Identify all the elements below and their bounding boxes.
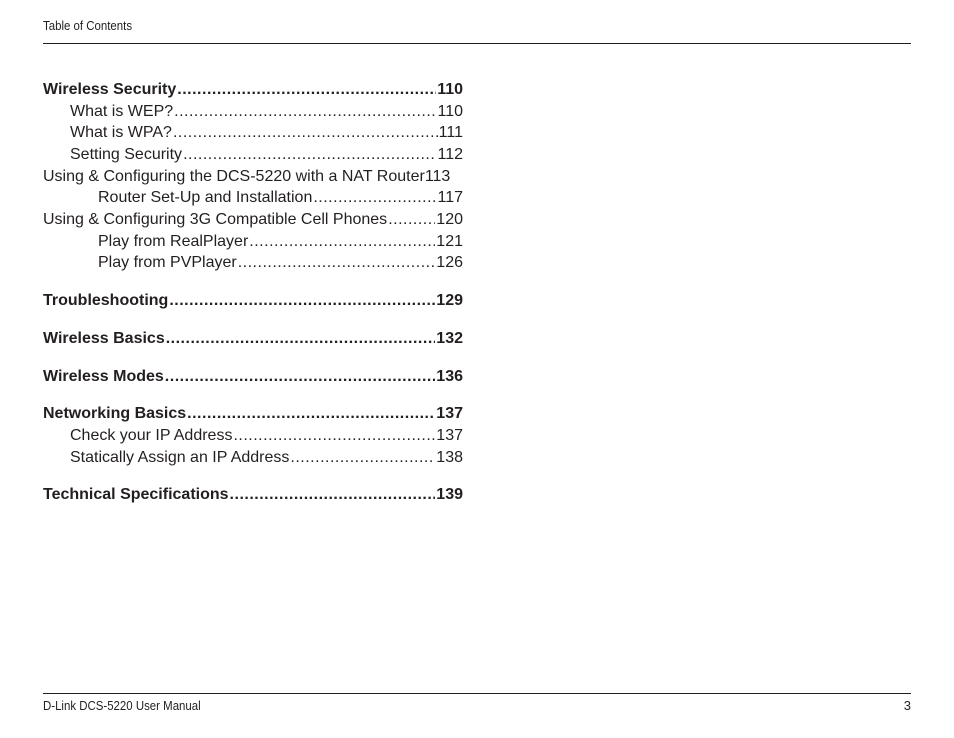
toc-entry-pvplayer[interactable] <box>98 253 463 273</box>
toc-dot-leader <box>177 80 436 100</box>
toc-dot-leader <box>183 145 436 165</box>
toc-entry-page: 137 <box>436 427 463 444</box>
toc-entry-page: 112 <box>437 146 463 163</box>
page-number: 3 <box>903 698 911 713</box>
toc-entry-label: Networking Basics <box>43 405 187 422</box>
toc-dot-leader <box>313 188 436 208</box>
toc-dot-leader <box>165 367 436 387</box>
toc-entry-page: 121 <box>436 233 463 250</box>
toc-entry-label: Router Set-Up and Installation <box>98 189 313 206</box>
toc-entry-label: Play from PVPlayer <box>98 254 237 271</box>
toc-entry-static-ip[interactable] <box>70 448 463 468</box>
toc-entry-wireless-basics[interactable] <box>43 329 463 349</box>
toc-entry-page: 120 <box>436 211 463 228</box>
toc-entry-label: Play from RealPlayer <box>98 233 249 250</box>
toc-entry-page: 117 <box>437 189 463 206</box>
toc-entry-wireless-modes[interactable] <box>43 367 463 387</box>
toc-entry-page: 138 <box>436 449 463 466</box>
toc-entry-label: Wireless Security <box>43 81 177 98</box>
toc-entry-label: Setting Security <box>70 146 183 163</box>
toc-entry-tech-specs[interactable] <box>43 485 463 505</box>
toc-entry-page: 110 <box>437 103 463 120</box>
toc-entry-page: 139 <box>436 486 463 503</box>
toc-entry-page: 111 <box>438 124 463 141</box>
toc-entry-label: Check your IP Address <box>70 427 233 444</box>
toc-entry-check-ip[interactable] <box>70 426 463 446</box>
toc-entry-nat-router[interactable] <box>43 167 483 187</box>
toc-entry-page: 129 <box>436 292 463 309</box>
toc-entry-page: 113 <box>424 168 451 185</box>
toc-entry-what-is-wep[interactable] <box>70 102 463 122</box>
toc-entry-label: Wireless Basics <box>43 330 165 347</box>
header-title: Table of Contents <box>43 18 133 33</box>
toc-entry-label: Technical Specifications <box>43 486 229 503</box>
toc-dot-leader <box>230 485 436 505</box>
toc-entry-label: What is WEP? <box>70 103 174 120</box>
toc-entry-page: 132 <box>436 330 463 347</box>
toc-entry-label: Using & Configuring the DCS-5220 with a NAT Router <box>43 168 425 185</box>
toc-entry-page: 126 <box>436 254 463 271</box>
toc-entry-networking-basics[interactable] <box>43 404 463 424</box>
toc-entry-label: Troubleshooting <box>43 292 169 309</box>
toc-dot-leader <box>388 210 435 230</box>
toc-entry-page: 136 <box>436 368 463 385</box>
toc-entry-realplayer[interactable] <box>98 232 463 252</box>
toc-dot-leader <box>166 329 436 349</box>
toc-dot-leader <box>187 404 435 424</box>
toc-dot-leader <box>173 123 438 143</box>
footer-manual-title: D-Link DCS-5220 User Manual <box>43 698 201 713</box>
toc-dot-leader <box>238 253 436 273</box>
toc-dot-leader <box>169 291 435 311</box>
toc-entry-troubleshooting[interactable] <box>43 291 463 311</box>
footer-rule <box>43 693 911 694</box>
toc-entry-wireless-security[interactable] <box>43 80 463 100</box>
toc-dot-leader <box>290 448 435 468</box>
toc-entry-page: 137 <box>436 405 463 422</box>
header-rule <box>43 43 911 44</box>
toc-entry-3g-cell-phones[interactable] <box>43 210 463 230</box>
toc-entry-page: 110 <box>437 81 463 98</box>
toc-entry-label: Using & Configuring 3G Compatible Cell Phones <box>43 211 388 228</box>
toc-dot-leader <box>174 102 436 122</box>
toc-entry-label: What is WPA? <box>70 124 172 141</box>
toc-entry-label: Statically Assign an IP Address <box>70 449 290 466</box>
toc-entry-router-setup[interactable] <box>98 188 463 208</box>
toc-dot-leader <box>249 232 435 252</box>
toc-dot-leader <box>233 426 435 446</box>
toc-entry-what-is-wpa[interactable] <box>70 123 463 143</box>
toc-entry-label: Wireless Modes <box>43 368 164 385</box>
toc-entry-setting-security[interactable] <box>70 145 463 165</box>
